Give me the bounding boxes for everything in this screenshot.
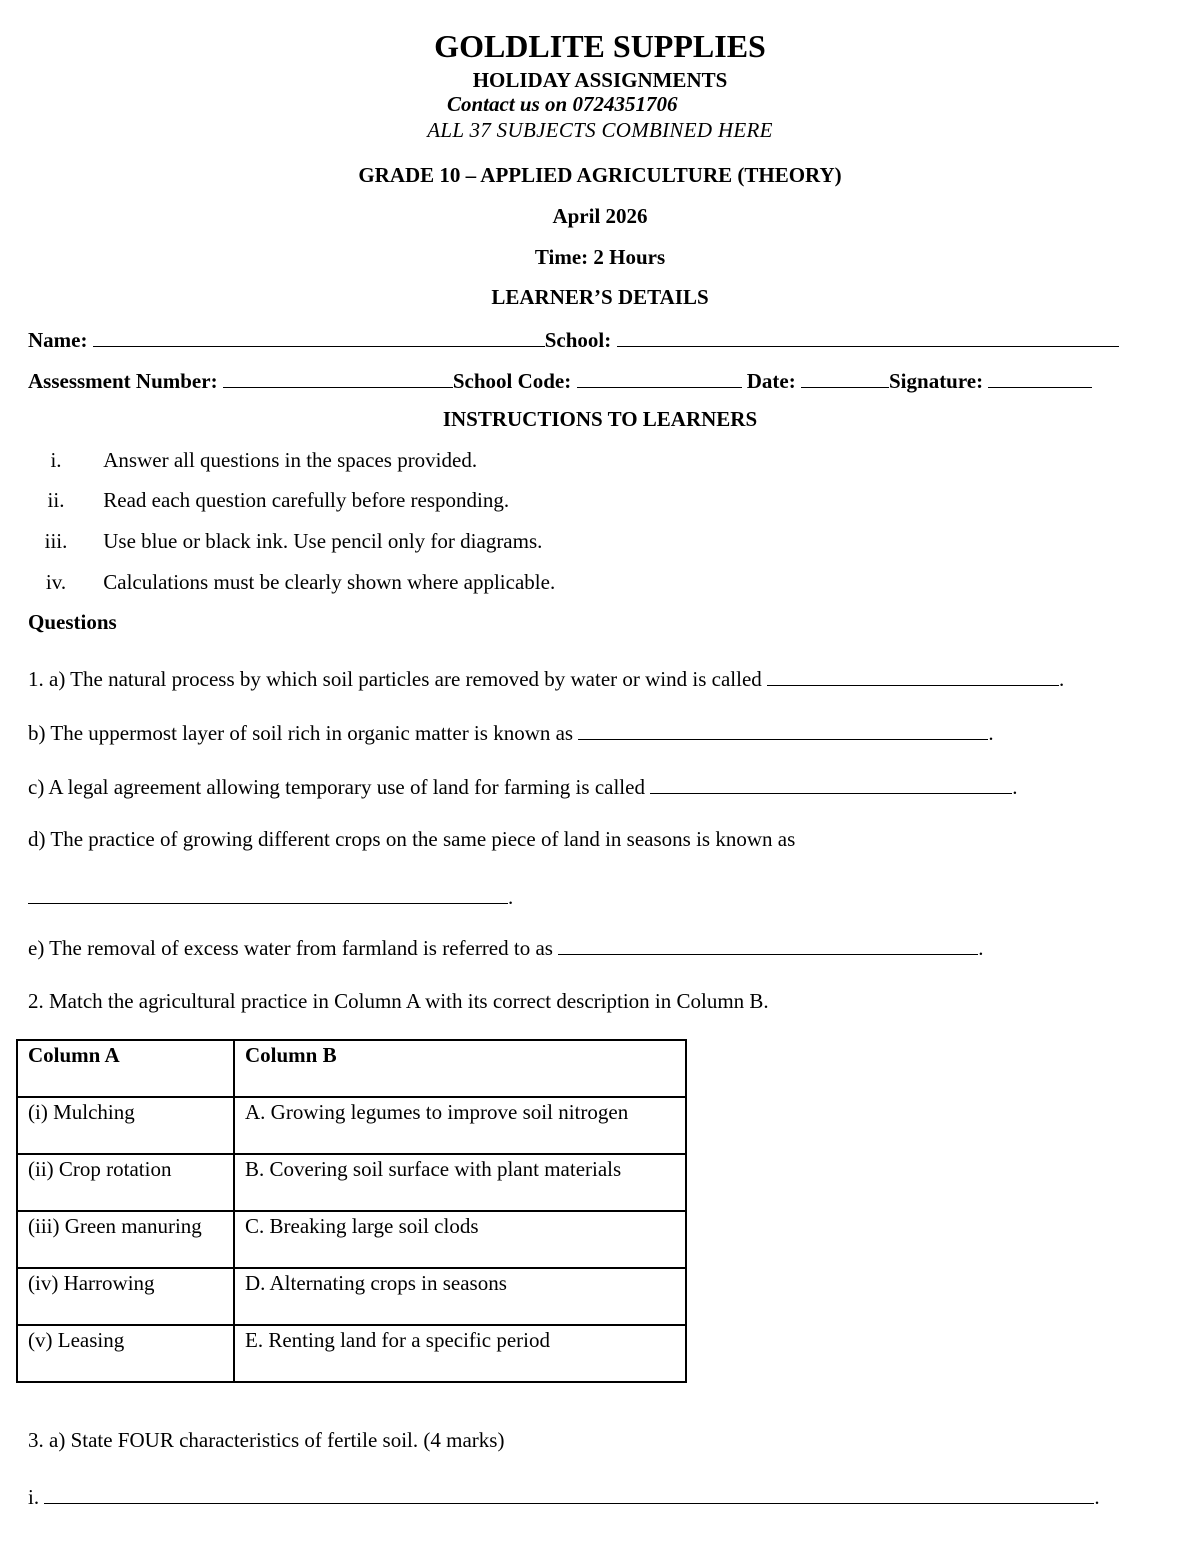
column-a-cell: (iii) Green manuring — [17, 1211, 234, 1268]
name-label: Name: — [28, 328, 88, 352]
instruction-number: ii. — [47, 488, 65, 512]
question-1e-text: e) The removal of excess water from farmland is referred to as — [28, 936, 553, 960]
instruction-number: iv. — [45, 570, 67, 594]
signature-field[interactable] — [988, 367, 1092, 388]
column-a-cell: (ii) Crop rotation — [17, 1154, 234, 1211]
table-row — [17, 1325, 686, 1382]
instruction-text: Use blue or black ink. Use pencil only for diagrams. — [103, 529, 543, 553]
question-3a-line-i: i. . — [28, 1485, 1100, 1509]
learner-details-heading: LEARNER’S DETAILS — [491, 285, 709, 309]
school-field[interactable] — [617, 326, 1119, 347]
table-row — [17, 1211, 686, 1268]
question-1b: b) The uppermost layer of soil rich in organic matter is known as . — [28, 721, 994, 745]
answer-3a-i-field[interactable] — [44, 1483, 1094, 1504]
assessment-number-label: Assessment Number: — [28, 369, 218, 393]
column-a-cell: (i) Mulching — [17, 1097, 234, 1154]
instruction-text: Read each question carefully before responding. — [103, 488, 510, 512]
question-1d-answer: . — [28, 883, 513, 910]
question-1c-text: c) A legal agreement allowing temporary use of land for farming is called — [28, 775, 645, 799]
table-row — [17, 1154, 686, 1211]
question-3a: 3. a) State FOUR characteristics of fertile soil. (4 marks) — [28, 1428, 505, 1452]
question-2-prompt: 2. Match the agricultural practice in Column A with its correct description in Column B. — [28, 989, 769, 1013]
school-label: School: — [544, 328, 612, 352]
date-field[interactable] — [801, 367, 889, 388]
column-b-cell: A. Growing legumes to improve soil nitrogen — [234, 1097, 686, 1154]
question-1a-text: 1. a) The natural process by which soil particles are removed by water or wind is called — [28, 667, 762, 691]
question-1b-text: b) The uppermost layer of soil rich in organic matter is known as — [28, 721, 574, 745]
questions-heading: Questions — [28, 610, 117, 634]
instruction-number: iii. — [44, 529, 68, 553]
column-b-cell: E. Renting land for a specific period — [234, 1325, 686, 1382]
table-header-row — [17, 1040, 686, 1097]
assignment-subtitle: HOLIDAY ASSIGNMENTS — [472, 68, 728, 92]
instructions-heading: INSTRUCTIONS TO LEARNERS — [442, 407, 758, 431]
line-number: i. — [28, 1485, 40, 1509]
question-1e: e) The removal of excess water from farmland is referred to as . — [28, 936, 984, 960]
answer-1a-field[interactable] — [767, 665, 1059, 686]
instruction-item — [26, 529, 542, 554]
column-b-header: Column B — [234, 1040, 686, 1097]
school-code-field[interactable] — [577, 367, 742, 388]
company-name: GOLDLITE SUPPLIES — [434, 28, 766, 64]
instruction-item — [26, 488, 509, 513]
instruction-item — [26, 448, 477, 473]
question-1c: c) A legal agreement allowing temporary use of land for farming is called . — [28, 775, 1018, 799]
answer-1c-field[interactable] — [650, 773, 1012, 794]
question-1a: 1. a) The natural process by which soil particles are removed by water or wind is called . — [28, 667, 1065, 691]
name-field[interactable] — [93, 326, 545, 347]
column-b-cell: C. Breaking large soil clods — [234, 1211, 686, 1268]
assessment-number-field[interactable] — [223, 367, 453, 388]
column-a-cell: (iv) Harrowing — [17, 1268, 234, 1325]
instruction-item — [26, 570, 555, 595]
column-a-header: Column A — [17, 1040, 234, 1097]
instruction-text: Calculations must be clearly shown where applicable. — [103, 570, 556, 594]
school-code-label: School Code: — [452, 369, 572, 393]
contact-line: Contact us on 0724351706 — [447, 92, 678, 116]
name-row — [28, 326, 1119, 353]
column-a-cell: (v) Leasing — [17, 1325, 234, 1382]
exam-date: April 2026 — [552, 204, 648, 228]
column-b-cell: D. Alternating crops in seasons — [234, 1268, 686, 1325]
answer-1b-field[interactable] — [578, 719, 988, 740]
table-row — [17, 1097, 686, 1154]
answer-1d-field[interactable] — [28, 883, 508, 904]
question-1d-text: d) The practice of growing different crops on the same piece of land in seasons is known as — [28, 827, 796, 851]
exam-time: Time: 2 Hours — [534, 245, 666, 269]
assessment-row — [28, 367, 1092, 394]
matching-table — [16, 1039, 687, 1383]
column-b-cell: B. Covering soil surface with plant materials — [234, 1154, 686, 1211]
tagline: ALL 37 SUBJECTS COMBINED HERE — [427, 118, 773, 142]
instruction-text: Answer all questions in the spaces provided. — [103, 448, 478, 472]
answer-1e-field[interactable] — [558, 934, 978, 955]
instruction-number: i. — [50, 448, 62, 472]
signature-label: Signature: — [889, 369, 984, 393]
exam-title: GRADE 10 – APPLIED AGRICULTURE (THEORY) — [358, 163, 842, 187]
date-label: Date: — [746, 369, 796, 393]
table-row — [17, 1268, 686, 1325]
